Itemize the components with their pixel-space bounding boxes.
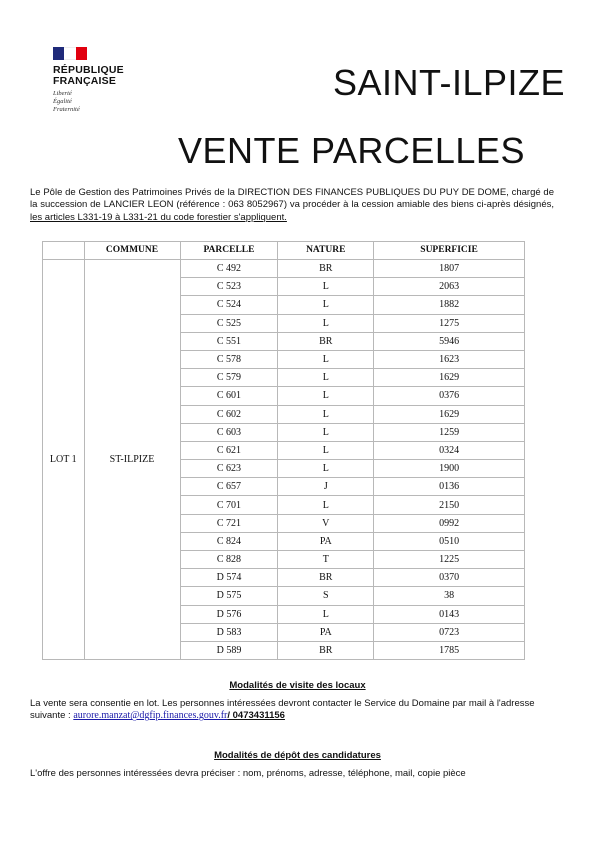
parcelle-cell: C 824 bbox=[180, 532, 278, 550]
parcelle-cell: D 576 bbox=[180, 605, 278, 623]
superficie-cell: 0143 bbox=[374, 605, 525, 623]
nature-cell: L bbox=[278, 369, 374, 387]
nature-cell: PA bbox=[278, 623, 374, 641]
parcelle-cell: C 621 bbox=[180, 441, 278, 459]
superficie-cell: 1629 bbox=[374, 405, 525, 423]
parcelle-cell: C 579 bbox=[180, 369, 278, 387]
parcelle-cell: C 603 bbox=[180, 423, 278, 441]
parcelle-cell: C 828 bbox=[180, 551, 278, 569]
nature-cell: L bbox=[278, 387, 374, 405]
nature-cell: BR bbox=[278, 260, 374, 278]
superficie-cell: 0723 bbox=[374, 623, 525, 641]
table-row bbox=[43, 260, 525, 278]
parcels-table bbox=[42, 241, 525, 660]
marianne-flag-icon bbox=[53, 47, 87, 60]
table-header-row bbox=[43, 242, 525, 260]
header-nature: NATURE bbox=[278, 242, 374, 260]
table-body bbox=[43, 260, 525, 660]
nature-cell: L bbox=[278, 423, 374, 441]
logo-motto-1: Liberté bbox=[53, 90, 72, 97]
superficie-cell: 1807 bbox=[374, 260, 525, 278]
header-lot bbox=[43, 242, 85, 260]
parcelle-cell: C 492 bbox=[180, 260, 278, 278]
superficie-cell: 2150 bbox=[374, 496, 525, 514]
logo-motto-2: Égalité bbox=[53, 98, 72, 105]
header-commune: COMMUNE bbox=[84, 242, 180, 260]
header-superficie: SUPERFICIE bbox=[374, 242, 525, 260]
visite-text: La vente sera consentie en lot. Les personnes intéressées devront contacter le Service du Domaine par mail à l'adresse suivante : bbox=[30, 698, 535, 722]
nature-cell: L bbox=[278, 296, 374, 314]
superficie-cell: 38 bbox=[374, 587, 525, 605]
parcelle-cell: C 551 bbox=[180, 332, 278, 350]
visite-paragraph bbox=[30, 698, 560, 723]
parcelle-cell: C 525 bbox=[180, 314, 278, 332]
nature-cell: L bbox=[278, 350, 374, 368]
nature-cell: L bbox=[278, 441, 374, 459]
parcelle-cell: C 523 bbox=[180, 278, 278, 296]
nature-cell: L bbox=[278, 460, 374, 478]
superficie-cell: 0324 bbox=[374, 441, 525, 459]
superficie-cell: 1629 bbox=[374, 369, 525, 387]
superficie-cell: 5946 bbox=[374, 332, 525, 350]
subject-title: VENTE PARCELLES bbox=[178, 130, 525, 171]
nature-cell: V bbox=[278, 514, 374, 532]
contact-phone: / 0473431156 bbox=[227, 710, 285, 722]
nature-cell: S bbox=[278, 587, 374, 605]
town-title: SAINT-ILPIZE bbox=[332, 62, 565, 103]
parcelle-cell: C 524 bbox=[180, 296, 278, 314]
parcelle-cell: C 578 bbox=[180, 350, 278, 368]
superficie-cell: 0376 bbox=[374, 387, 525, 405]
logo-name bbox=[53, 65, 143, 87]
nature-cell: L bbox=[278, 405, 374, 423]
lot-cell: LOT 1 bbox=[43, 260, 85, 660]
superficie-cell: 1259 bbox=[374, 423, 525, 441]
depot-paragraph: L'offre des personnes intéressées devra préciser : nom, prénoms, adresse, téléphone, mail, copie pièce bbox=[30, 768, 466, 779]
superficie-cell: 0136 bbox=[374, 478, 525, 496]
parcelle-cell: C 601 bbox=[180, 387, 278, 405]
superficie-cell: 1882 bbox=[374, 296, 525, 314]
parcelle-cell: C 602 bbox=[180, 405, 278, 423]
intro-underlined: les articles L331-19 à L331-21 du code forestier s'appliquent. bbox=[30, 211, 287, 223]
nature-cell: PA bbox=[278, 532, 374, 550]
parcelle-cell: C 701 bbox=[180, 496, 278, 514]
republique-francaise-logo bbox=[53, 47, 143, 114]
nature-cell: BR bbox=[278, 641, 374, 659]
visite-title: Modalités de visite des locaux bbox=[229, 680, 366, 691]
commune-cell: ST-ILPIZE bbox=[84, 260, 180, 660]
parcelle-cell: C 721 bbox=[180, 514, 278, 532]
nature-cell: BR bbox=[278, 332, 374, 350]
depot-title: Modalités de dépôt des candidatures bbox=[214, 750, 381, 761]
intro-paragraph bbox=[30, 187, 554, 224]
logo-motto bbox=[53, 90, 143, 114]
superficie-cell: 0370 bbox=[374, 569, 525, 587]
superficie-cell: 0992 bbox=[374, 514, 525, 532]
superficie-cell: 1225 bbox=[374, 551, 525, 569]
nature-cell: BR bbox=[278, 569, 374, 587]
superficie-cell: 1785 bbox=[374, 641, 525, 659]
parcelle-cell: D 574 bbox=[180, 569, 278, 587]
parcelle-cell: D 583 bbox=[180, 623, 278, 641]
parcelle-cell: D 589 bbox=[180, 641, 278, 659]
superficie-cell: 1623 bbox=[374, 350, 525, 368]
superficie-cell: 1275 bbox=[374, 314, 525, 332]
logo-name-line2: FRANÇAISE bbox=[53, 75, 117, 87]
superficie-cell: 1900 bbox=[374, 460, 525, 478]
header-parcelle: PARCELLE bbox=[180, 242, 278, 260]
nature-cell: J bbox=[278, 478, 374, 496]
nature-cell: L bbox=[278, 278, 374, 296]
nature-cell: T bbox=[278, 551, 374, 569]
logo-name-line1: RÉPUBLIQUE bbox=[53, 64, 124, 76]
parcelle-cell: C 657 bbox=[180, 478, 278, 496]
superficie-cell: 2063 bbox=[374, 278, 525, 296]
intro-text: Le Pôle de Gestion des Patrimoines Privés de la DIRECTION DES FINANCES PUBLIQUES DU PUY DE DOME, chargé de la succession de LANCIER LEON (référence : 063 8052967) va procéder à la cession amiable des biens ci-après désignés, bbox=[30, 187, 554, 211]
parcelle-cell: C 623 bbox=[180, 460, 278, 478]
contact-email-link[interactable]: aurore.manzat@dgfip.finances.gouv.fr bbox=[73, 710, 228, 722]
superficie-cell: 0510 bbox=[374, 532, 525, 550]
nature-cell: L bbox=[278, 496, 374, 514]
nature-cell: L bbox=[278, 314, 374, 332]
nature-cell: L bbox=[278, 605, 374, 623]
parcelle-cell: D 575 bbox=[180, 587, 278, 605]
logo-motto-3: Fraternité bbox=[53, 106, 80, 113]
